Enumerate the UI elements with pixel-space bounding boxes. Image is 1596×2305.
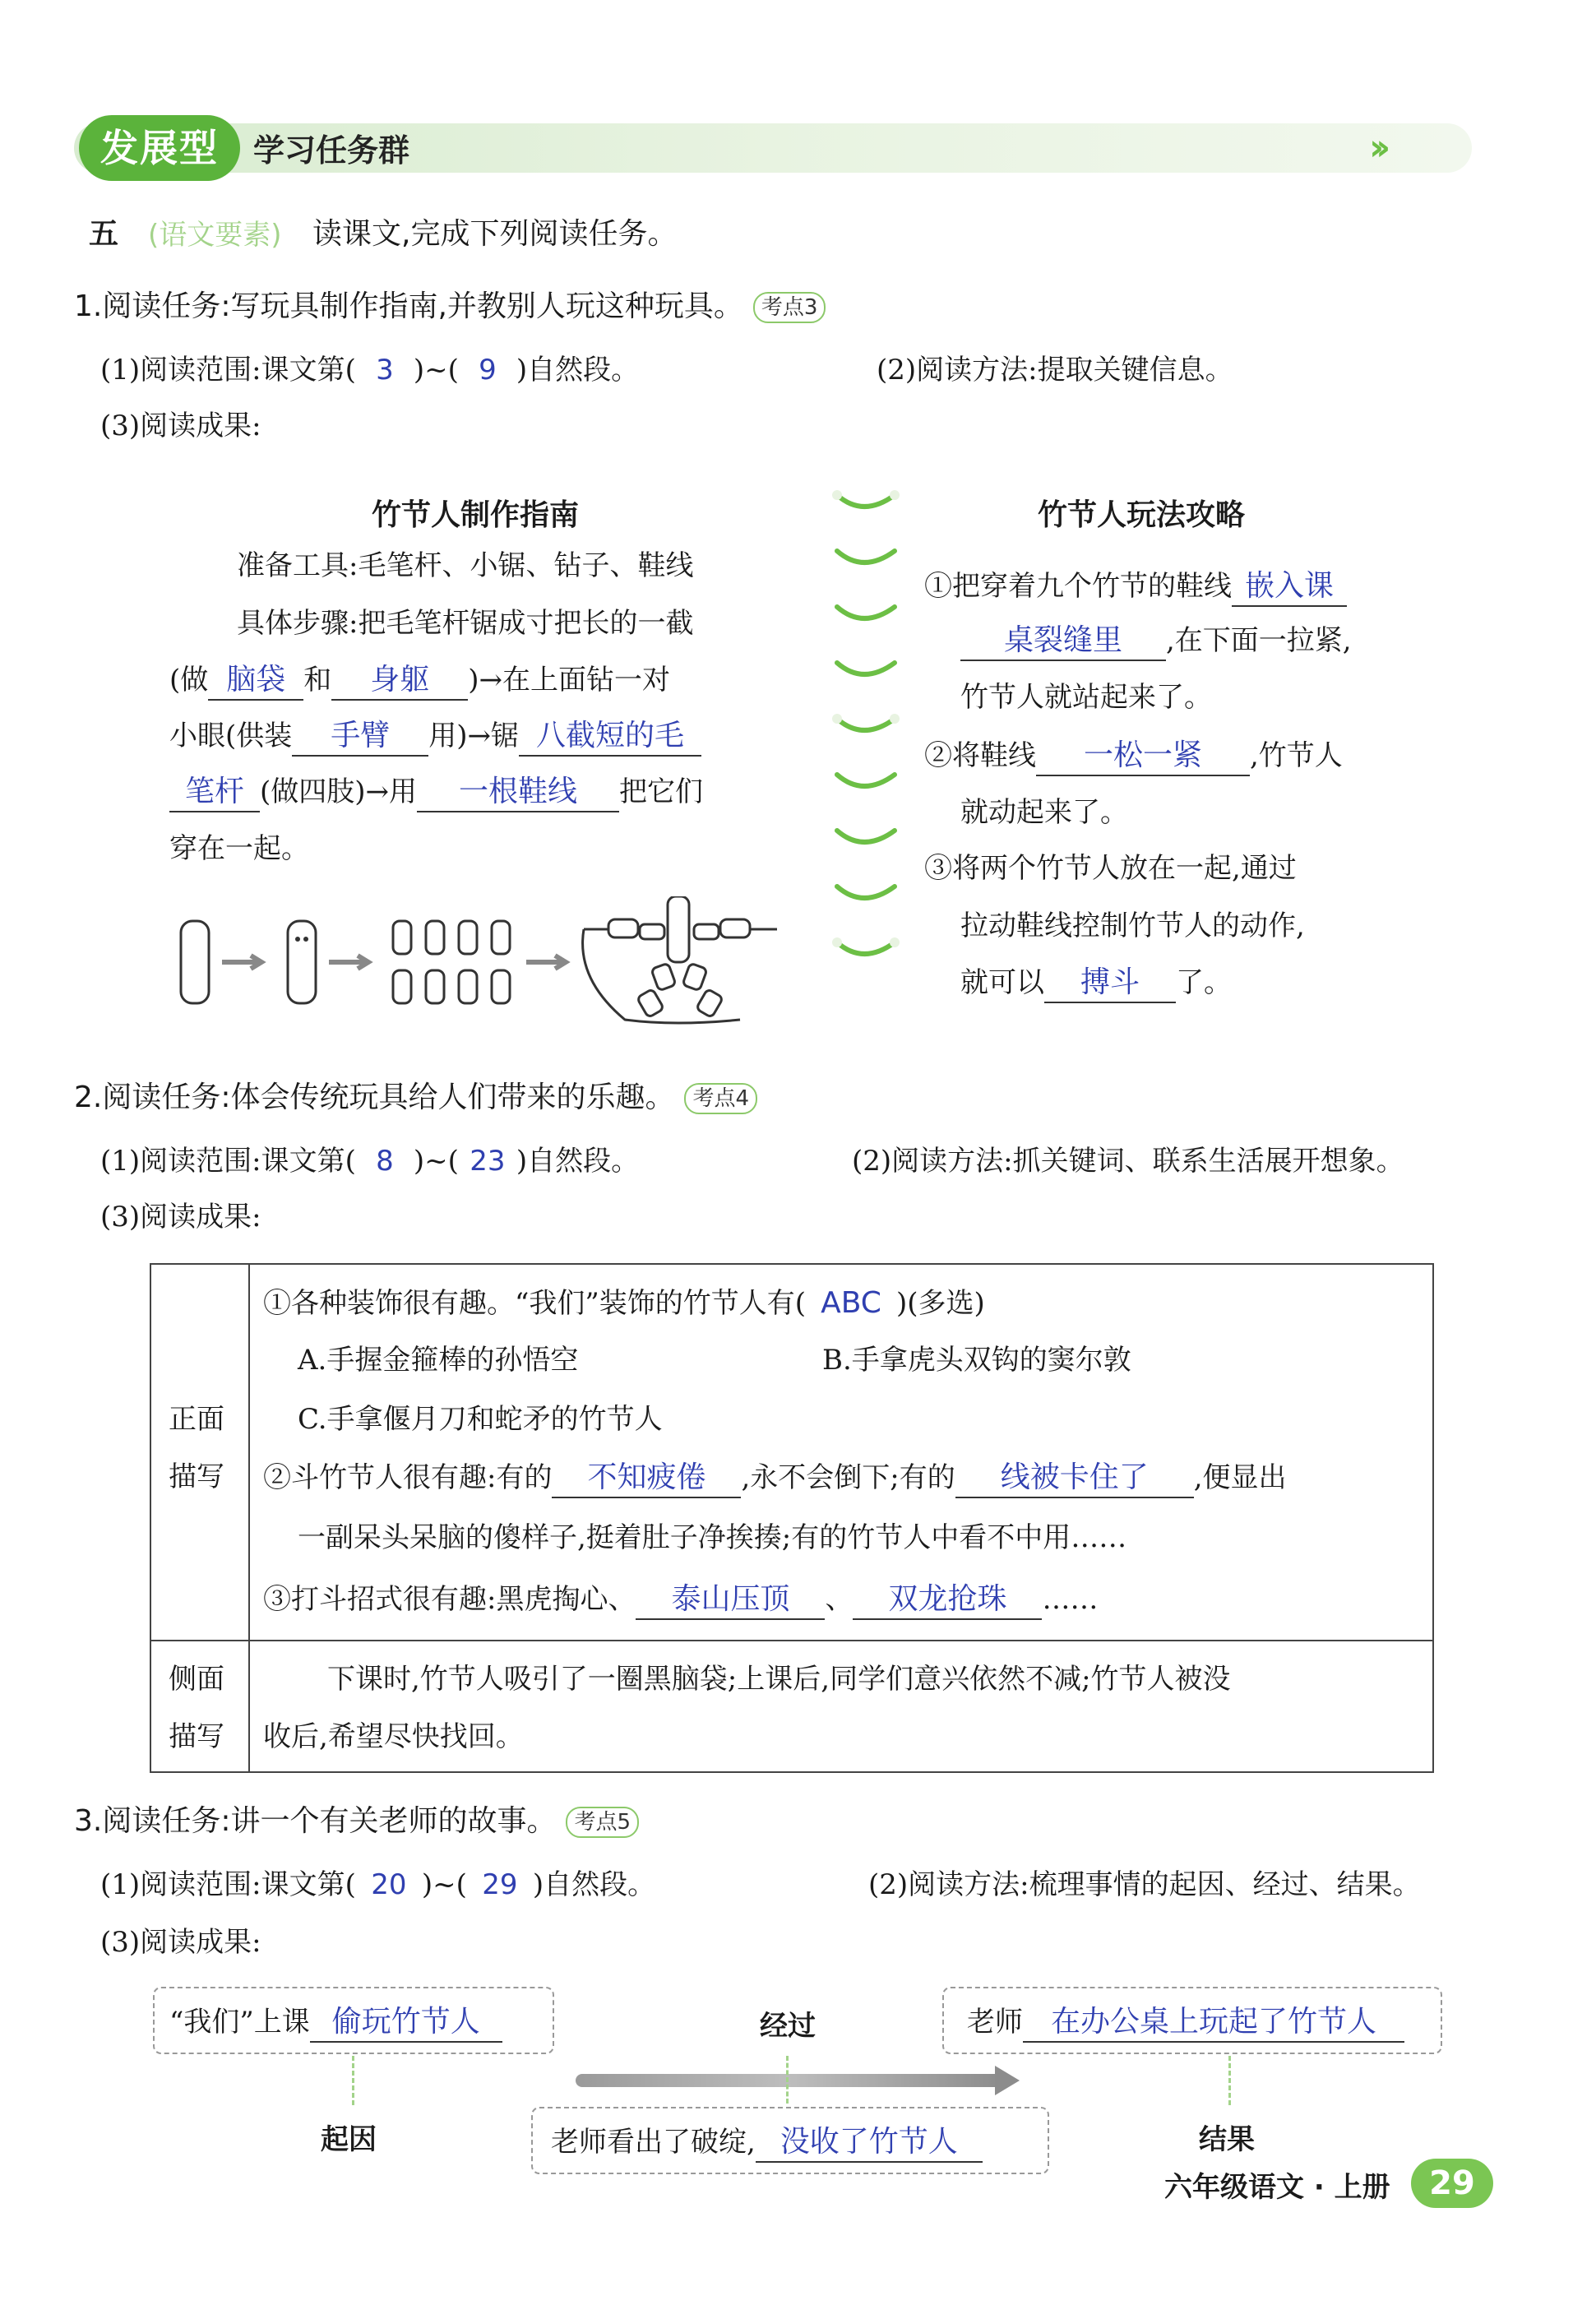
spiral-binding-decoration [830, 485, 904, 987]
bamboo-figure-illustration [164, 896, 789, 1028]
guide-tools: 准备工具:毛笔杆、小锯、钻子、鞋线 [237, 549, 694, 582]
footer-book-title: 六年级语文 · 上册 [1164, 2171, 1390, 2204]
task3-method: (2)阅读方法:梳理事情的起因、经过、结果。 [868, 1868, 1421, 1901]
play-title: 竹节人玩法攻略 [1038, 498, 1246, 532]
row2-label: 侧面 [169, 1663, 224, 1696]
option-b: B.手拿虎头双钩的窦尔敦 [822, 1344, 1131, 1377]
task2-heading: 2.阅读任务:体会传统玩具给人们带来的乐趣。 考点4 [74, 1079, 757, 1117]
section-title: 读课文,完成下列阅读任务。 [312, 217, 678, 251]
task2-scope: (1)阅读范围:课文第( 8 )~( 23 )自然段。 [100, 1145, 640, 1178]
table-q2: ②斗竹节人很有趣:有的 不知疲倦 ,永不会倒下;有的 线被卡住了 ,便显出 [263, 1459, 1287, 1498]
play-item2-line1: ②将鞋线 一松一紧 ,竹节人 [924, 737, 1343, 776]
play-item3-line3: 就可以 搏斗 了。 [960, 964, 1232, 1003]
play-item2-line2: 就动起来了。 [960, 796, 1128, 829]
side-desc-line1: 下课时,竹节人吸引了一圈黑脑袋;上课后,同学们意兴依然不减;竹节人被没 [327, 1663, 1231, 1696]
guide-line6: 穿在一起。 [169, 832, 309, 865]
play-item1-line2: 桌裂缝里 ,在下面一拉紧, [960, 622, 1352, 661]
task2-method: (2)阅读方法:抓关键词、联系生活展开想象。 [852, 1145, 1404, 1178]
play-item1-line1: ①把穿着九个竹节的鞋线 嵌入课 [924, 567, 1347, 607]
play-item3-line2: 拉动鞋线控制竹节人的动作, [960, 910, 1305, 942]
play-item3-line1: ③将两个竹节人放在一起,通过 [924, 852, 1297, 885]
table-divider [150, 1640, 1434, 1641]
section-hint: (语文要素) [148, 219, 282, 252]
table-q2-line2: 一副呆头呆脑的傻样子,挺着肚子净挨揍;有的竹节人中看不中用…… [298, 1521, 1127, 1554]
guide-line3: (做 脑袋 和 身躯 )→在上面钻一对 [169, 661, 670, 701]
row1-label: 描写 [169, 1460, 224, 1493]
arrow-right-icon [995, 2066, 1020, 2095]
kaodian-badge: 考点3 [753, 292, 826, 323]
guide-line5: 笔杆 (做四肢)→用 一根鞋线 把它们 [169, 773, 703, 812]
row2-label: 描写 [169, 1720, 224, 1753]
table-divider [248, 1263, 250, 1773]
connector-line [786, 2056, 789, 2104]
connector-line [352, 2056, 354, 2105]
process-text: 老师看出了破绽, 没收了竹节人 [551, 2123, 983, 2163]
header-subtitle: 学习任务群 [253, 132, 410, 169]
table-q1: ①各种装饰很有趣。“我们”装饰的竹节人有( ABC )(多选) [263, 1286, 985, 1320]
section-number: 五 [89, 217, 119, 251]
cause-text: “我们”上课 偷玩竹节人 [169, 2003, 502, 2043]
task3-result-label: (3)阅读成果: [100, 1926, 261, 1959]
header-badge: 发展型 [79, 115, 240, 181]
flow-arrow-bar [576, 2074, 1003, 2087]
task3-scope: (1)阅读范围:课文第( 20 )~( 29 )自然段。 [100, 1868, 656, 1901]
page-number: 29 [1411, 2159, 1493, 2208]
kaodian-badge: 考点4 [684, 1083, 757, 1114]
connector-line [1228, 2056, 1231, 2105]
double-chevron-right-icon: ›› [1369, 127, 1383, 169]
guide-title: 竹节人制作指南 [372, 498, 580, 532]
option-a: A.手握金箍棒的孙悟空 [298, 1344, 579, 1377]
task1-heading: 1.阅读任务:写玩具制作指南,并教别人玩这种玩具。 考点3 [74, 288, 826, 326]
play-item1-line3: 竹节人就站起来了。 [960, 681, 1212, 714]
result-label: 结果 [1199, 2123, 1255, 2156]
result-text: 老师 在办公桌上玩起了竹节人 [967, 2003, 1404, 2043]
task1-method: (2)阅读方法:提取关键信息。 [877, 354, 1233, 386]
task2-result-label: (3)阅读成果: [100, 1201, 261, 1233]
side-desc-line2: 收后,希望尽快找回。 [263, 1720, 524, 1753]
guide-line4: 小眼(供装 手臂 用)→锯 八截短的毛 [169, 717, 701, 757]
kaodian-badge: 考点5 [566, 1807, 639, 1838]
task1-scope: (1)阅读范围:课文第( 3 )~( 9 )自然段。 [100, 354, 640, 386]
table-q3: ③打斗招式很有趣:黑虎掏心、 泰山压顶 、 双龙抢珠 …… [263, 1581, 1098, 1620]
process-label: 经过 [760, 2010, 816, 2043]
guide-steps: 具体步骤:把毛笔杆锯成寸把长的一截 [237, 607, 694, 640]
task3-heading: 3.阅读任务:讲一个有关老师的故事。 考点5 [74, 1803, 639, 1840]
option-c: C.手拿偃月刀和蛇矛的竹节人 [298, 1403, 663, 1436]
task1-result-label: (3)阅读成果: [100, 410, 261, 442]
cause-label: 起因 [321, 2123, 377, 2156]
row1-label: 正面 [169, 1403, 224, 1436]
